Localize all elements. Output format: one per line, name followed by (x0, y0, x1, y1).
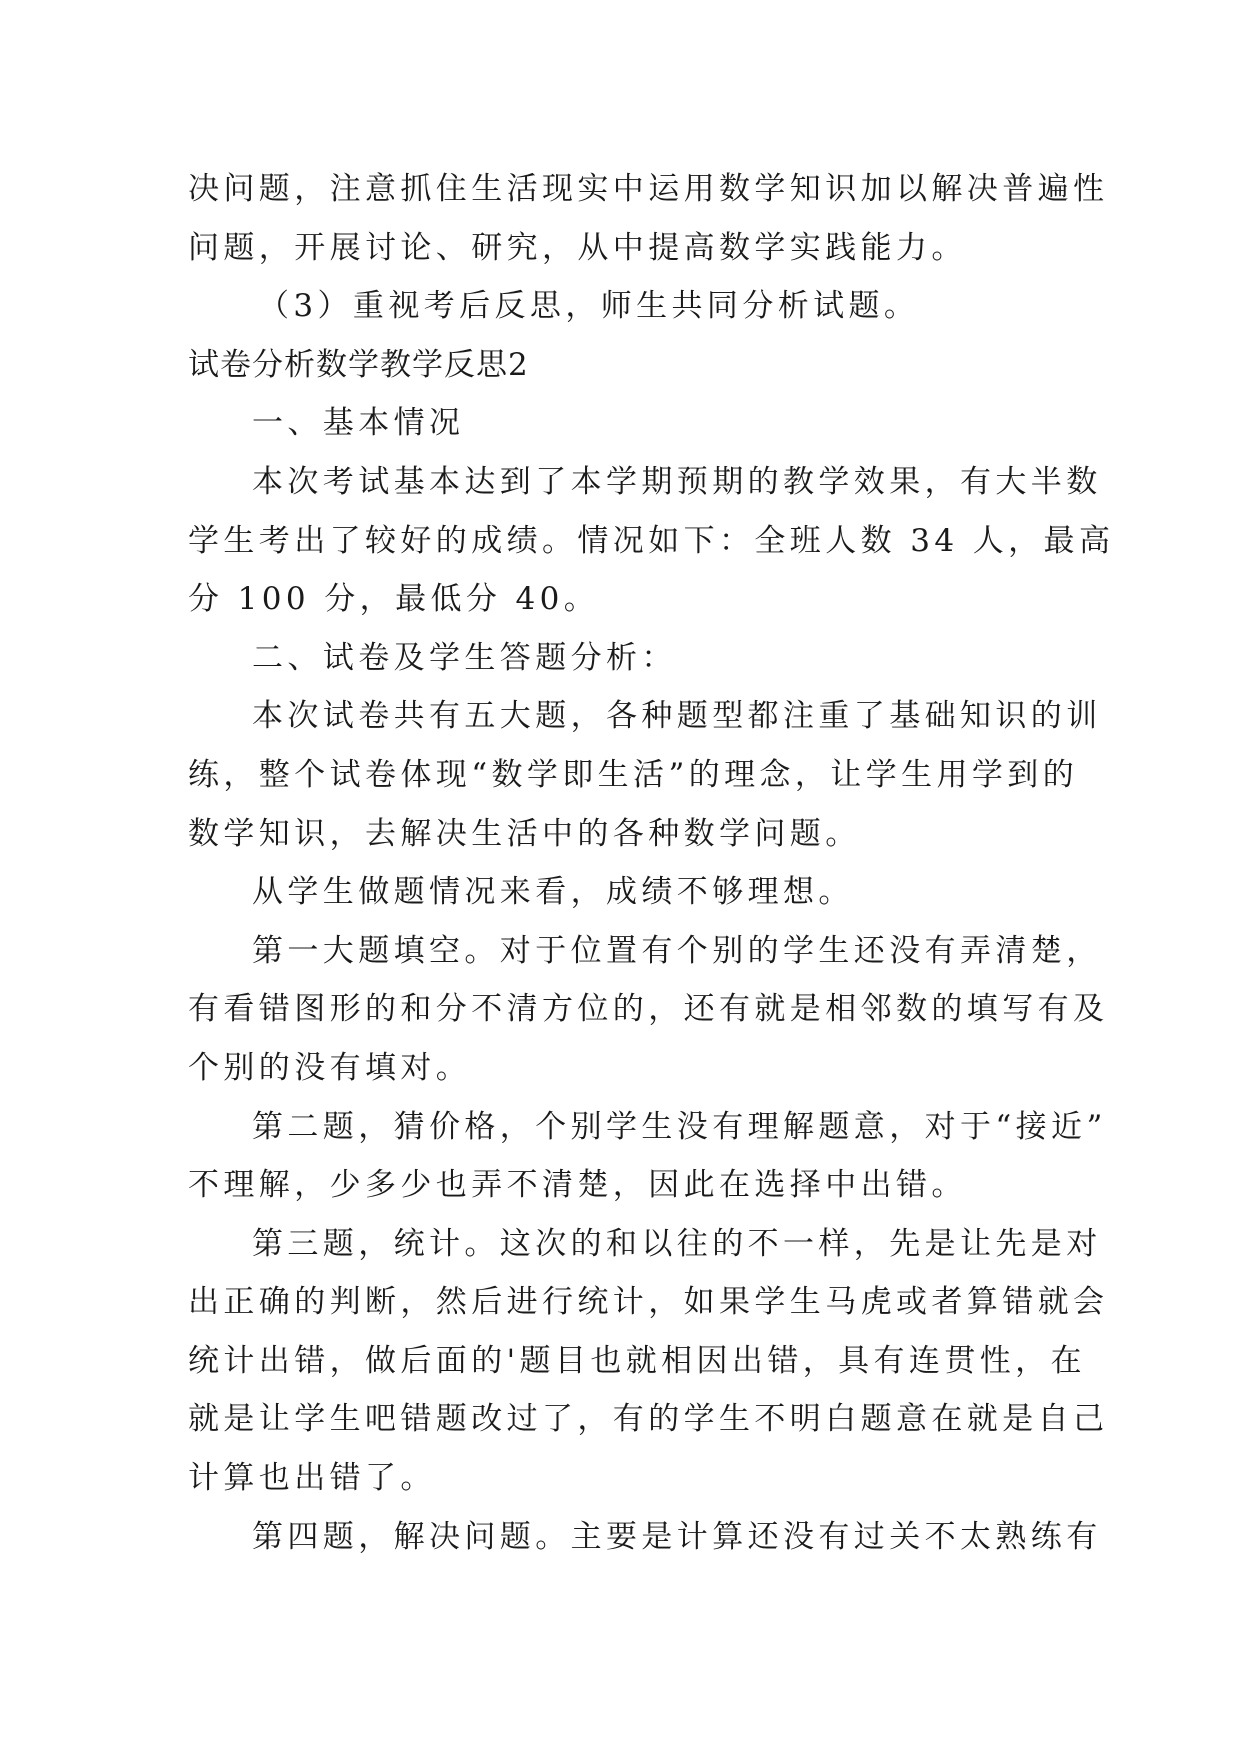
text-line: 二、试卷及学生答题分析： (252, 639, 677, 676)
text-line: 学生考出了较好的成绩。情况如下：全班人数 34 人，最高 (188, 522, 1115, 559)
text-line: 本次试卷共有五大题，各种题型都注重了基础知识的训 (252, 698, 1102, 735)
text-line: 第二题，猜价格，个别学生没有理解题意，对于“接近” (252, 1108, 1107, 1145)
text-line: 本次考试基本达到了本学期预期的教学效果，有大半数 (252, 463, 1102, 500)
text-line: 第四题，解决问题。主要是计算还没有过关不太熟练有 (252, 1518, 1102, 1555)
text-line: 练，整个试卷体现“数学即生活”的理念，让学生用学到的 (188, 756, 1079, 793)
text-line: 有看错图形的和分不清方位的，还有就是相邻数的填写有及 (188, 991, 1109, 1028)
text-line: 第三题，统计。这次的和以往的不一样，先是让先是对 (252, 1225, 1102, 1262)
text-line: 一、基本情况 (252, 405, 465, 442)
text-line: 统计出错，做后面的'题目也就相因出错，具有连贯性，在 (188, 1342, 1086, 1379)
text-line: 数学知识，去解决生活中的各种数学问题。 (188, 815, 861, 852)
text-line: 出正确的判断，然后进行统计，如果学生马虎或者算错就会 (188, 1284, 1109, 1321)
text-line: 第一大题填空。对于位置有个别的学生还没有弄清楚， (252, 932, 1102, 969)
text-line: 决问题，注意抓住生活现实中运用数学知识加以解决普遍性 (188, 171, 1109, 207)
text-line: 就是让学生吧错题改过了，有的学生不明白题意在就是自己 (188, 1401, 1109, 1438)
text-line: （3）重视考后反思，师生共同分析试题。 (258, 288, 920, 325)
text-line: 个别的没有填对。 (188, 1049, 472, 1086)
document-body (188, 160, 1115, 1566)
text-line: 计算也出错了。 (188, 1460, 436, 1497)
section-heading: 试卷分析数学教学反思2 (188, 346, 529, 383)
text-line: 从学生做题情况来看，成绩不够理想。 (252, 874, 854, 911)
text-line: 不理解，少多少也弄不清楚，因此在选择中出错。 (188, 1167, 967, 1204)
text-line: 分 100 分，最低分 40。 (188, 581, 600, 618)
text-line: 问题，开展讨论、研究，从中提高数学实践能力。 (188, 229, 967, 266)
